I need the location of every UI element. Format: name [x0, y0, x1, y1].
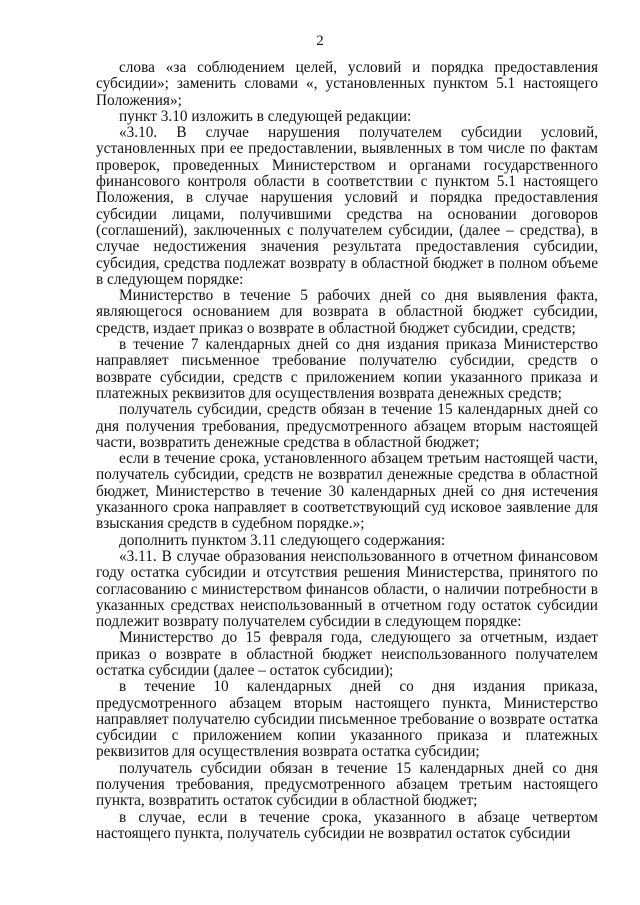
paragraph: «3.10. В случае нарушения получателем субсидии условий, установленных при ее предоставлении, выявленных в том числе по фактам проверок, проведенных Министерством и органами государственного финансового контроля области в соответствии с пунктом 5.1 настоящего Положения, в случае нарушения условий и порядка предоставления субсидии лицами, получившими средства на основании договоров (соглашений), заключенных с получателем субсидии, (далее – средства), в случае недостижения значения результата предоставления субсидии, субсидия, средства подлежат возврату в областной бюджет в полном объеме в следующем порядке:	[96, 124, 598, 288]
paragraph: слова «за соблюдением целей, условий и порядка предоставления субсидии»; заменить словами «, установленных пунктом 5.1 настоящего Положения»;	[96, 59, 598, 109]
page-number: 2	[316, 33, 324, 49]
paragraph: получатель субсидии обязан в течение 15 календарных дней со дня получения требования, предусмотренного абзацем третьим настоящего пункта, возвратить остаток субсидии в областной бюджет;	[96, 759, 598, 810]
paragraph: дополнить пунктом 3.11 следующего содержания:	[119, 531, 446, 549]
document-body	[96, 60, 598, 842]
paragraph: в течение 10 календарных дней со дня издания приказа, предусмотренного абзацем вторым настоящего пункта, Министерство направляет получателю субсидии письменное требование о возврате остатка субсидии с приложением копии указанного приказа и платежных реквизитов для осуществления возврата остатка субсидии;	[96, 678, 598, 761]
paragraph: пункт 3.10 изложить в следующей редакции:	[119, 107, 412, 125]
paragraph: получатель субсидии, средств обязан в течение 15 календарных дней со дня получения требования, предусмотренного абзацем вторым настоящей части, возвратить денежные средства в областной бюджет;	[96, 401, 598, 451]
paragraph: Министерство в течение 5 рабочих дней со дня выявления факта, являющегося основанием для возврата в областной бюджет субсидии, средств, издает приказ о возврате в областной бюджет субсидии, средств;	[96, 287, 598, 337]
paragraph: в течение 7 календарных дней со дня издания приказа Министерство направляет письменное требование получателю субсидии, средств о возврате субсидии, средств с приложением копии указанного приказа и платежных реквизитов для осуществления возврата денежных средств;	[96, 336, 598, 402]
paragraph: Министерство до 15 февраля года, следующего за отчетным, издает приказ о возврате в областной бюджет неиспользованного получателем остатка субсидии (далее – остаток субсидии);	[96, 629, 598, 679]
paragraph: «3.11. В случае образования неиспользованного в отчетном финансовом году остатка субсидии и отсутствия решения Министерства, принятого по согласованию с министерством финансов области, о наличии потребности в указанных средствах неиспользованный в отчетном году остаток субсидии подлежит возврату получателем субсидии в следующем порядке:	[96, 547, 598, 631]
paragraph: в случае, если в течение срока, указанного в абзаце четвертом настоящего пункта, получатель субсидии не возвратил остаток субсидии	[96, 808, 598, 842]
paragraph: если в течение срока, установленного абзацем третьим настоящей части, получатель субсидии, средств не возвратил денежные средства в областной бюджет, Министерство в течение 30 календарных дней со дня истечения указанного срока направляет в соответствующий суд исковое заявление для взыскания средств в судебном порядке.»;	[96, 450, 598, 533]
